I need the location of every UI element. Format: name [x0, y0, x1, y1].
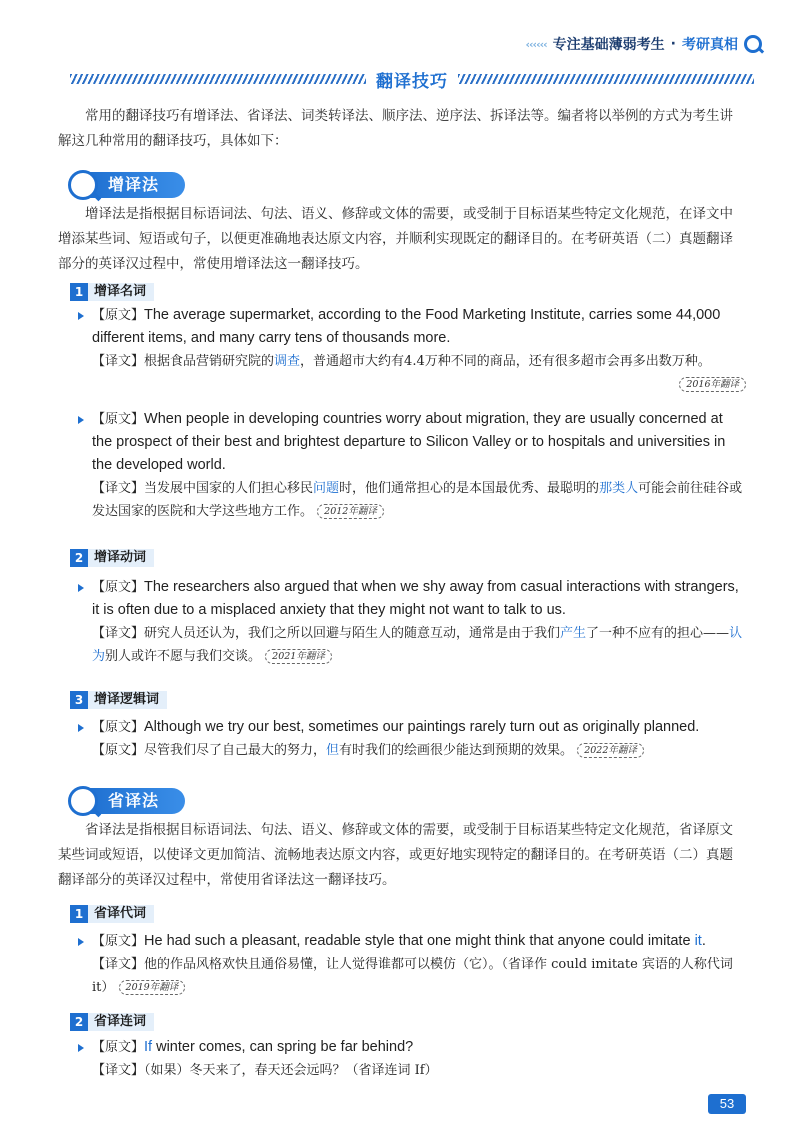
sub-label: 增译名词	[88, 283, 154, 301]
page-title: 翻译技巧	[376, 71, 448, 92]
translation-line	[74, 1059, 746, 1082]
translation-line	[74, 953, 746, 999]
translation-text: 了一种不应有的担心——	[586, 626, 730, 641]
translation-label: 【译文】	[92, 1063, 145, 1078]
subheading-2	[70, 548, 154, 568]
sub-label: 省译连词	[88, 1013, 154, 1031]
original-text: He had such a pleasant, readable style that one might think that anyone could imitate	[144, 933, 695, 949]
original-text: Although we try our best, sometimes our paintings rarely turn out as originally planned.	[144, 719, 700, 735]
translation-text: 根据食品营销研究院的	[144, 354, 275, 369]
sub-number: 3	[70, 691, 88, 709]
hatch-decoration-right	[458, 74, 754, 84]
original-text: The average supermarket, according to the Food Marketing Institute, carries some 44,000 different items, and many carry tens of thousands more.	[92, 307, 721, 346]
hatch-decoration-left	[70, 74, 366, 84]
original-line	[74, 1036, 746, 1059]
translation-text: 研究人员还认为，我们之所以回避与陌生人的随意互动，通常是由于我们	[144, 626, 561, 641]
header-accent-text: 考研真相	[682, 37, 738, 53]
sub-number: 1	[70, 283, 88, 301]
translation-label: 【译文】	[92, 481, 145, 496]
translation-text: 时，他们通常担心的是本国最优秀、最聪明的	[339, 481, 600, 496]
translation-label: 【原文】	[92, 743, 145, 758]
original-line	[74, 576, 746, 622]
translation-label: 【译文】	[92, 957, 145, 972]
translation-text: （如果）冬天来了，春天还会远吗？（省译连词 If）	[144, 1063, 438, 1078]
year-tag: 2022年翻译	[577, 743, 644, 758]
highlight-word: 产生	[560, 626, 587, 641]
translation-text: 当发展中国家的人们担心移民	[144, 481, 314, 496]
year-tag: 2016年翻译	[679, 377, 746, 392]
translation-text: 有时我们的绘画很少能达到预期的效果。	[339, 743, 574, 758]
title-band	[70, 66, 754, 92]
running-header	[525, 34, 762, 54]
translation-text: 别人或许不愿与我们交谈。	[105, 649, 262, 664]
original-line	[74, 930, 746, 953]
subheading-1	[70, 282, 154, 302]
highlight-word: 认为	[92, 626, 743, 664]
triangle-bullet-icon	[78, 584, 84, 592]
subheading-3	[70, 690, 167, 710]
page-number: 53	[708, 1094, 746, 1114]
triangle-bullet-icon	[78, 1044, 84, 1052]
original-line	[74, 304, 746, 350]
highlight-word: it	[694, 933, 702, 949]
sub-number: 1	[70, 905, 88, 923]
original-text: winter comes, can spring be far behind?	[152, 1039, 414, 1055]
translation-text: 可能会前往硅谷或发达国家的医院和大学这些地方工作。	[92, 481, 743, 519]
translation-line	[74, 350, 746, 373]
original-text: The researchers also argued that when we shy away from casual interactions with strangers, it is often due to a misplaced anxiety that they might not want to talk to us.	[92, 579, 739, 618]
original-text: When people in developing countries worry about migration, they are usually concerned at the prospect of their best and brightest departure to Silicon Valley or to hospitals and universities in the developed world.	[92, 411, 726, 473]
section-heading-shengyi	[68, 786, 185, 816]
section-title: 省译法	[84, 788, 185, 814]
highlight-word: If	[144, 1039, 153, 1055]
triangle-bullet-icon	[78, 724, 84, 732]
translation-line	[74, 739, 746, 762]
intro-paragraph: 常用的翻译技巧有增译法、省译法、词类转译法、顺序法、逆序法、拆译法等。编者将以举例的方式为考生讲解这几种常用的翻译技巧，具体如下：	[58, 108, 733, 149]
subheading-5	[70, 1012, 154, 1032]
highlight-word: 调查	[274, 354, 301, 369]
original-label: 【原文】	[92, 308, 145, 323]
example-5	[74, 930, 746, 999]
sub-number: 2	[70, 549, 88, 567]
highlight-word: 问题	[313, 481, 340, 496]
shengyi-description: 省译法是指根据目标语词法、句法、语义、修辞或文体的需要，或受制于目标语某些特定文化规范，省译原文某些词或短语，以使译文更加简洁、流畅地表达原文内容，或更好地实现特定的翻译目的。在考研英语（二）真题翻译部分的英译汉过程中，常使用省译法这一翻译技巧。	[58, 822, 733, 888]
year-tag: 2012年翻译	[317, 504, 384, 519]
original-label: 【原文】	[92, 1040, 145, 1055]
translation-text: ，普通超市大约有4.4万种不同的商品，还有很多超市会再多出数万种。	[300, 354, 711, 369]
original-line	[74, 408, 746, 477]
translation-label: 【译文】	[92, 626, 145, 641]
triangle-bullet-icon	[78, 416, 84, 424]
subheading-4	[70, 904, 154, 924]
example-2	[74, 408, 746, 523]
highlight-word: 但	[326, 743, 340, 758]
original-label: 【原文】	[92, 934, 145, 949]
triangle-bullet-icon	[78, 938, 84, 946]
original-label: 【原文】	[92, 412, 145, 427]
highlight-word: 那类人	[599, 481, 639, 496]
translation-text: 他的作品风格欢快且通俗易懂，让人觉得谁都可以模仿（它）。（省译作 could imitate 宾语的人称代词 it）	[92, 957, 733, 995]
original-text: .	[701, 933, 706, 949]
example-1	[74, 304, 746, 396]
arrows-decoration: ‹‹‹‹‹‹	[525, 37, 547, 51]
sub-label: 增译逻辑词	[88, 691, 167, 709]
sub-number: 2	[70, 1013, 88, 1031]
magnifier-icon	[68, 786, 98, 816]
zengyi-description: 增译法是指根据目标语词法、句法、语义、修辞或文体的需要，或受制于目标语某些特定文化规范，在译文中增添某些词、短语或句子，以便更准确地表达原文内容，并顺利实现既定的翻译目的。在考研英语（二）真题翻译部分的英译汉过程中，常使用增译法这一翻译技巧。	[58, 206, 733, 272]
triangle-bullet-icon	[78, 312, 84, 320]
sub-label: 省译代词	[88, 905, 154, 923]
section-title: 增译法	[84, 172, 185, 198]
section-heading-zengyi	[68, 170, 185, 200]
example-3	[74, 576, 746, 668]
original-label: 【原文】	[92, 580, 145, 595]
translation-line	[74, 477, 746, 523]
header-text: 专注基础薄弱考生	[552, 37, 665, 53]
year-tag: 2021年翻译	[265, 649, 332, 664]
translation-text: 尽管我们尽了自己最大的努力，	[144, 743, 327, 758]
sub-label: 增译动词	[88, 549, 154, 567]
translation-line	[74, 622, 746, 668]
search-logo-icon	[744, 35, 762, 53]
example-4	[74, 716, 746, 762]
header-dot: ·	[670, 36, 676, 52]
magnifier-icon	[68, 170, 98, 200]
translation-label: 【译文】	[92, 354, 145, 369]
original-label: 【原文】	[92, 720, 145, 735]
example-6	[74, 1036, 746, 1082]
year-tag: 2019年翻译	[119, 980, 186, 995]
original-line	[74, 716, 746, 739]
